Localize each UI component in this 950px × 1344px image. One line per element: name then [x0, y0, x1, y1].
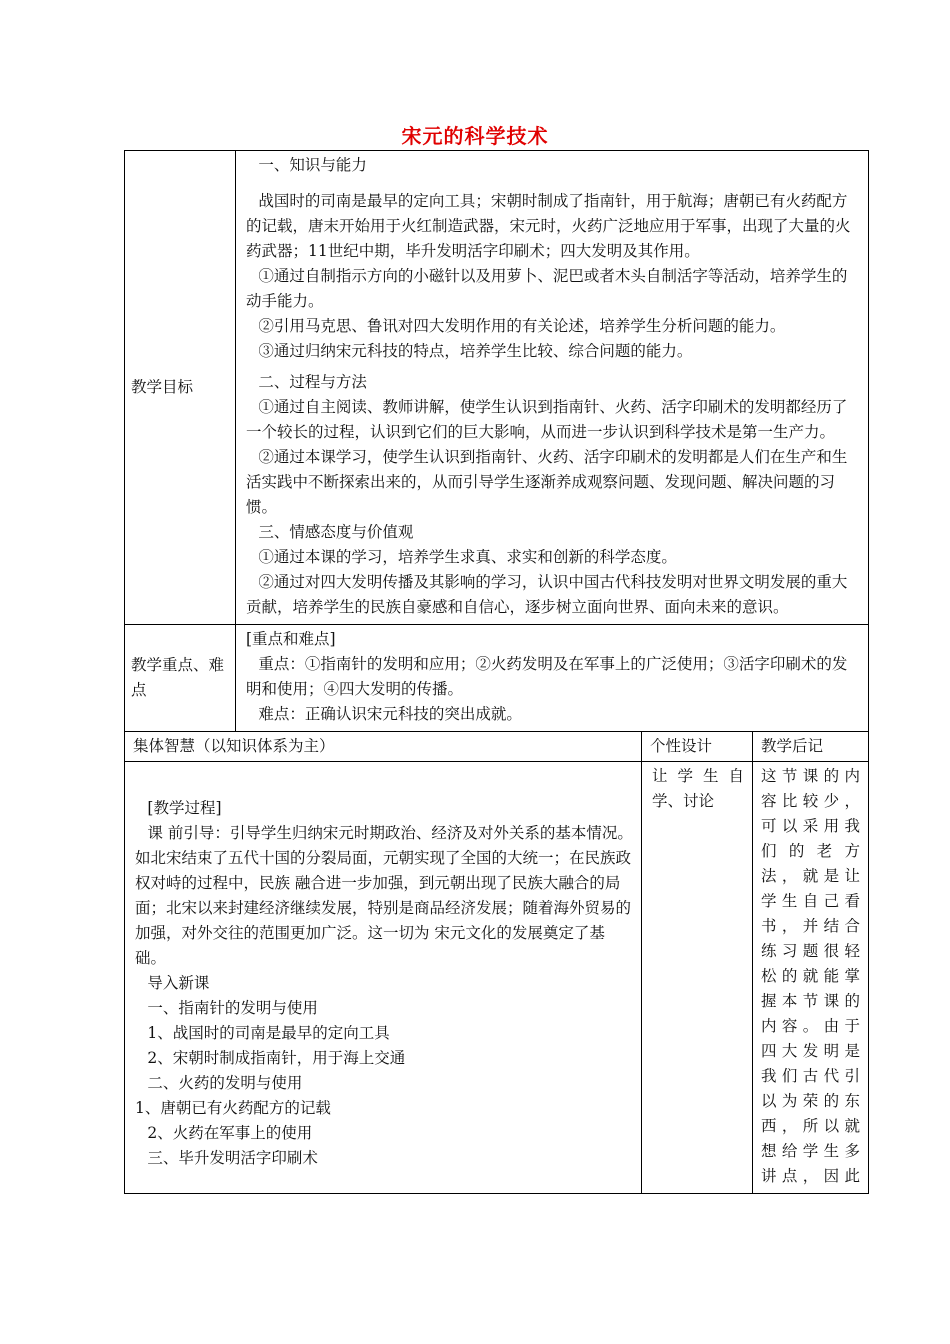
objectives-text: ②引用马克思、鲁讯对四大发明作用的有关论述，培养学生分析问题的能力。	[258, 317, 786, 335]
key-points-label: 教学重点、难点	[125, 625, 236, 732]
key-points-row	[125, 625, 869, 732]
process-outline-item: 1、唐朝已有火药配方的记载	[135, 1099, 331, 1117]
teaching-notes-line: 松的就能掌	[761, 967, 861, 985]
column-header-row	[125, 732, 869, 762]
personal-design-content	[642, 762, 753, 1194]
teaching-notes-line: 以为荣的东	[761, 1092, 861, 1110]
teaching-notes-line: 想给学生多	[761, 1142, 861, 1160]
teaching-notes-line: 法，就是让	[761, 867, 861, 885]
column-header-collective: 集体智慧（以知识体系为主）	[125, 732, 642, 762]
column-header-personal: 个性设计	[642, 732, 753, 762]
objectives-text: 战国时的司南是最早的定向工具；宋朝时制成了指南针，用于航海；唐朝已有火药配方的记载，唐末开始用于火红制造武器，宋元时，火药广泛地应用于军事，出现了大量的火药武器；11世纪中期，毕升发明活字印刷术；四大发明及其作用。	[246, 192, 851, 260]
objectives-row	[125, 151, 869, 625]
objectives-text: ②通过本课学习，使学生认识到指南针、火药、活字印刷术的发明都是人们在生产和生活实践中不断探索出来的，从而引导学生逐渐养成观察问题、发现问题、解决问题的习惯。	[246, 448, 848, 516]
teaching-notes-line: 西，所以就	[761, 1117, 861, 1135]
process-content	[125, 762, 642, 1194]
process-outline-item: 三、毕升发明活字印刷术	[147, 1149, 318, 1167]
objectives-heading-2: 二、过程与方法	[258, 373, 367, 391]
objectives-text: ①通过自制指示方向的小磁针以及用萝卜、泥巴或者木头自制活字等活动，培养学生的动手能力。	[246, 267, 848, 310]
column-header-notes: 教学后记	[753, 732, 869, 762]
process-heading: [教学过程]	[147, 799, 222, 817]
teaching-notes-line: 容比较少，	[761, 792, 861, 810]
process-outline-item: 导入新课	[147, 974, 210, 992]
objectives-content	[236, 151, 869, 625]
objectives-text: ①通过自主阅读、教师讲解，使学生认识到指南针、火药、活字印刷术的发明都经历了一个较长的过程，认识到它们的巨大影响，从而进一步认识到科学技术是第一生产力。	[246, 398, 848, 441]
process-outline-item: 2、宋朝时制成指南针，用于海上交通	[147, 1049, 406, 1067]
key-points-text: 重点：①指南针的发明和应用；②火药发明及在军事上的广泛使用；③活字印刷术的发明和使用；④四大发明的传播。	[246, 655, 848, 698]
key-points-heading: [重点和难点]	[246, 630, 336, 648]
teaching-notes-line: 学生自己看	[761, 892, 861, 910]
teaching-notes-line: 书，并结合	[761, 917, 861, 935]
teaching-notes-line: 内容。由于	[761, 1017, 861, 1035]
personal-design-line: 让 学 生 自	[652, 767, 744, 785]
teaching-notes-line: 讲点，因此	[761, 1167, 861, 1185]
key-points-content	[236, 625, 869, 732]
process-outline-item: 2、火药在军事上的使用	[147, 1124, 313, 1142]
objectives-label: 教学目标	[125, 151, 236, 625]
teaching-notes-content	[753, 762, 869, 1194]
process-row	[125, 762, 869, 1194]
process-outline-item: 一、指南针的发明与使用	[147, 999, 318, 1017]
process-outline-item: 二、火药的发明与使用	[147, 1074, 303, 1092]
teaching-notes-line: 们 的 老 方	[761, 842, 861, 860]
personal-design-line: 学、讨论	[652, 792, 715, 810]
objectives-text: ②通过对四大发明传播及其影响的学习，认识中国古代科技发明对世界文明发展的重大贡献，培养学生的民族自豪感和自信心，逐步树立面向世界、面向未来的意识。	[246, 573, 848, 616]
teaching-notes-line: 握本节课的	[761, 992, 861, 1010]
process-intro: 课 前引导：引导学生归纳宋元时期政治、经济及对外关系的基本情况。如北宋结束了五代十国的分裂局面，元朝实现了全国的大统一；在民族政权对峙的过程中，民族 融合进一步加强，到元朝出现了民族大融合的局面；北宋以来封建经济继续发展，特别是商品经济发展；随着海外贸易的加强，对外交往的范围更加广泛。这一切为 宋元文化的发展奠定了基础。	[135, 824, 633, 967]
teaching-notes-line: 四大发明是	[761, 1042, 861, 1060]
teaching-notes-line: 可以采用我	[761, 817, 861, 835]
lesson-plan-table	[124, 150, 869, 1194]
teaching-notes-line: 我们古代引	[761, 1067, 861, 1085]
objectives-text: ③通过归纳宋元科技的特点，培养学生比较、综合问题的能力。	[258, 342, 693, 360]
objectives-heading-3: 三、情感态度与价值观	[258, 523, 414, 541]
teaching-notes-line: 练习题很轻	[761, 942, 861, 960]
process-outline-item: 1、战国时的司南是最早的定向工具	[147, 1024, 390, 1042]
page-title: 宋元的科学技术	[401, 124, 549, 148]
objectives-text: ①通过本课的学习，培养学生求真、求实和创新的科学态度。	[258, 548, 677, 566]
teaching-notes-line: 这节课的内	[761, 767, 861, 785]
objectives-heading-1: 一、知识与能力	[258, 156, 367, 174]
difficulty-text: 难点：正确认识宋元科技的突出成就。	[258, 705, 522, 723]
